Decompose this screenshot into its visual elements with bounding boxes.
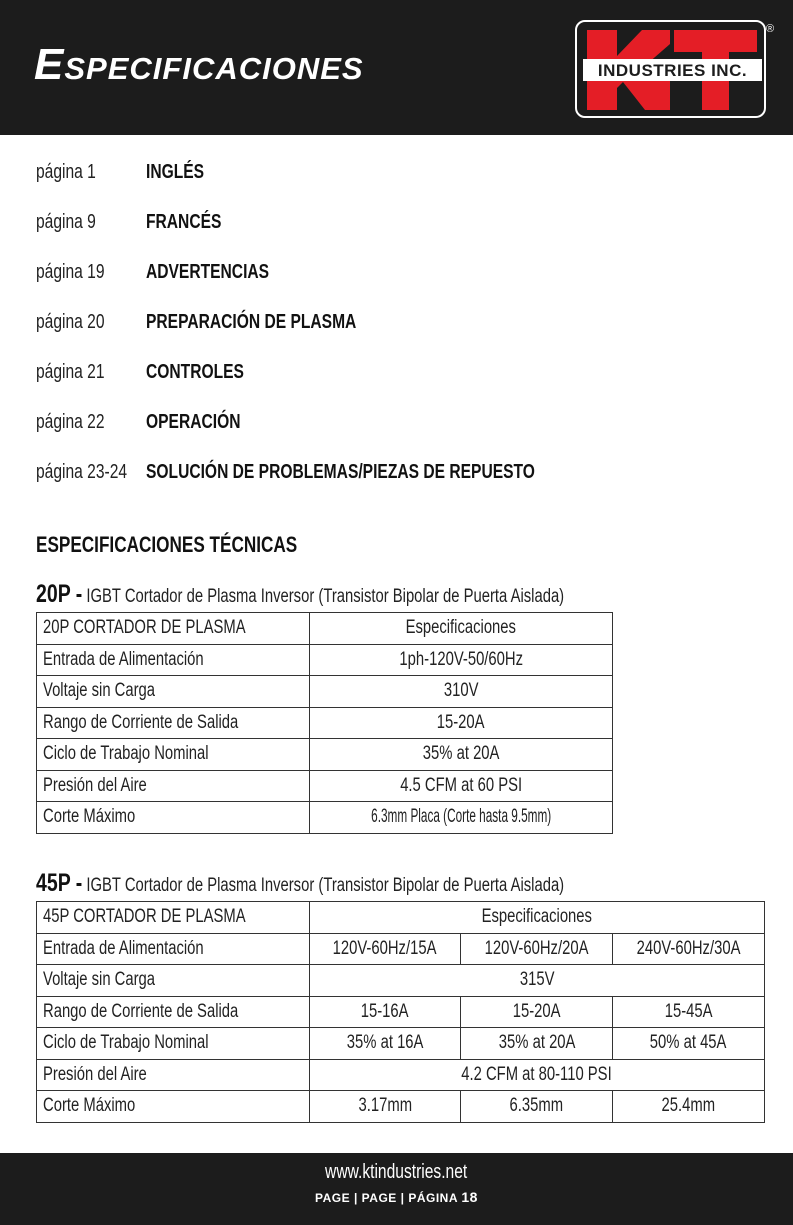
page-footer	[0, 1153, 793, 1225]
table-row	[37, 1059, 765, 1091]
model-description: IGBT Cortador de Plasma Inversor (Transistor Bipolar de Puerta Aislada)	[86, 875, 565, 896]
row-label: Rango de Corriente de Salida	[43, 1000, 239, 1022]
table-header-cell: Especificaciones	[405, 617, 517, 639]
toc-page-number: página 1	[36, 161, 96, 183]
website-url	[0, 1161, 793, 1184]
table-header-cell: 45P CORTADOR DE PLASMA	[43, 906, 246, 928]
row-label: Rango de Corriente de Salida	[43, 711, 239, 733]
toc-page-number: página 19	[36, 261, 105, 283]
page-title-rest: SPECIFICACIONES	[64, 51, 364, 86]
spec-table-20p	[36, 612, 613, 834]
toc-title: SOLUCIÓN DE PROBLEMAS/PIEZAS DE REPUESTO	[146, 461, 535, 483]
page-number-value: 18	[461, 1189, 478, 1205]
row-value: 15-20A	[512, 1000, 561, 1022]
table-row	[37, 770, 613, 802]
row-value: 6.3mm Placa (Corte hasta 9.5mm)	[370, 806, 551, 828]
row-value: 315V	[519, 969, 555, 991]
spec-table-45p	[36, 901, 765, 1123]
page-header	[0, 0, 793, 135]
row-label: Entrada de Alimentación	[43, 937, 204, 959]
row-label: Entrada de Alimentación	[43, 648, 204, 670]
row-value: 35% at 20A	[498, 1032, 576, 1054]
table-header-row	[37, 902, 765, 934]
table-row	[37, 1028, 765, 1060]
toc-page-number: página 21	[36, 361, 105, 383]
row-value: 310V	[443, 680, 479, 702]
page-title-initial: E	[34, 40, 65, 89]
table-header-row	[37, 613, 613, 645]
toc-title: FRANCÉS	[146, 211, 222, 233]
technical-specs-heading	[36, 532, 371, 558]
table-row	[37, 996, 765, 1028]
row-value: 240V-60Hz/30A	[636, 937, 741, 959]
registered-mark: ®	[766, 23, 775, 35]
model-20p-heading	[36, 580, 713, 609]
row-value: 15-20A	[437, 711, 485, 733]
row-value: 120V-60Hz/15A	[333, 937, 437, 959]
toc-page-number: página 20	[36, 311, 105, 333]
row-label: Presión del Aire	[43, 1063, 147, 1085]
table-row	[37, 676, 613, 708]
toc-page-number: página 22	[36, 411, 105, 433]
row-value: 15-45A	[664, 1000, 713, 1022]
toc-title: OPERACIÓN	[146, 411, 241, 433]
toc-title: INGLÉS	[146, 161, 205, 183]
kt-industries-logo	[575, 20, 766, 118]
page-title	[34, 40, 364, 90]
toc-title: PREPARACIÓN DE PLASMA	[146, 311, 357, 333]
row-label: Presión del Aire	[43, 774, 147, 796]
row-value: 15-16A	[361, 1000, 409, 1022]
row-value: 4.2 CFM at 80-110 PSI	[461, 1063, 613, 1085]
row-value: 25.4mm	[661, 1095, 716, 1117]
row-label: Corte Máximo	[43, 806, 136, 828]
row-value: 1ph-120V-50/60Hz	[399, 648, 523, 670]
model-description: IGBT Cortador de Plasma Inversor (Transistor Bipolar de Puerta Aislada)	[86, 586, 565, 607]
website-url-text: www.ktindustries.net	[325, 1161, 468, 1183]
toc-title: ADVERTENCIAS	[146, 261, 270, 283]
table-row	[37, 1091, 765, 1123]
logo-band-text: INDUSTRIES INC.	[583, 59, 762, 81]
page-number	[0, 1189, 793, 1205]
row-label: Corte Máximo	[43, 1095, 136, 1117]
row-value: 120V-60Hz/20A	[484, 937, 589, 959]
row-value: 50% at 45A	[650, 1032, 727, 1054]
page-number-label: PAGE | PAGE | PÁGINA	[315, 1191, 458, 1205]
technical-specs-heading-text: ESPECIFICACIONES TÉCNICAS	[36, 532, 298, 557]
table-row	[37, 644, 613, 676]
table-header-cell: 20P CORTADOR DE PLASMA	[43, 617, 246, 639]
toc-title: CONTROLES	[146, 361, 244, 383]
table-row	[37, 739, 613, 771]
row-label: Voltaje sin Carga	[43, 969, 156, 991]
row-label: Ciclo de Trabajo Nominal	[43, 743, 209, 765]
table-row	[37, 933, 765, 965]
row-value: 35% at 20A	[422, 743, 500, 765]
toc-page-number: página 23-24	[36, 461, 128, 483]
model-45p-heading	[36, 869, 713, 898]
row-label: Ciclo de Trabajo Nominal	[43, 1032, 209, 1054]
row-value: 6.35mm	[509, 1095, 564, 1117]
table-row	[37, 802, 613, 834]
table-header-cell: Especificaciones	[481, 906, 593, 928]
row-value: 4.5 CFM at 60 PSI	[399, 774, 522, 796]
row-value: 3.17mm	[358, 1095, 412, 1117]
table-row	[37, 965, 765, 997]
toc-page-number: página 9	[36, 211, 96, 233]
row-value: 35% at 16A	[346, 1032, 424, 1054]
model-code: 20P -	[36, 580, 83, 608]
model-code: 45P -	[36, 869, 83, 897]
row-label: Voltaje sin Carga	[43, 680, 156, 702]
table-row	[37, 707, 613, 739]
